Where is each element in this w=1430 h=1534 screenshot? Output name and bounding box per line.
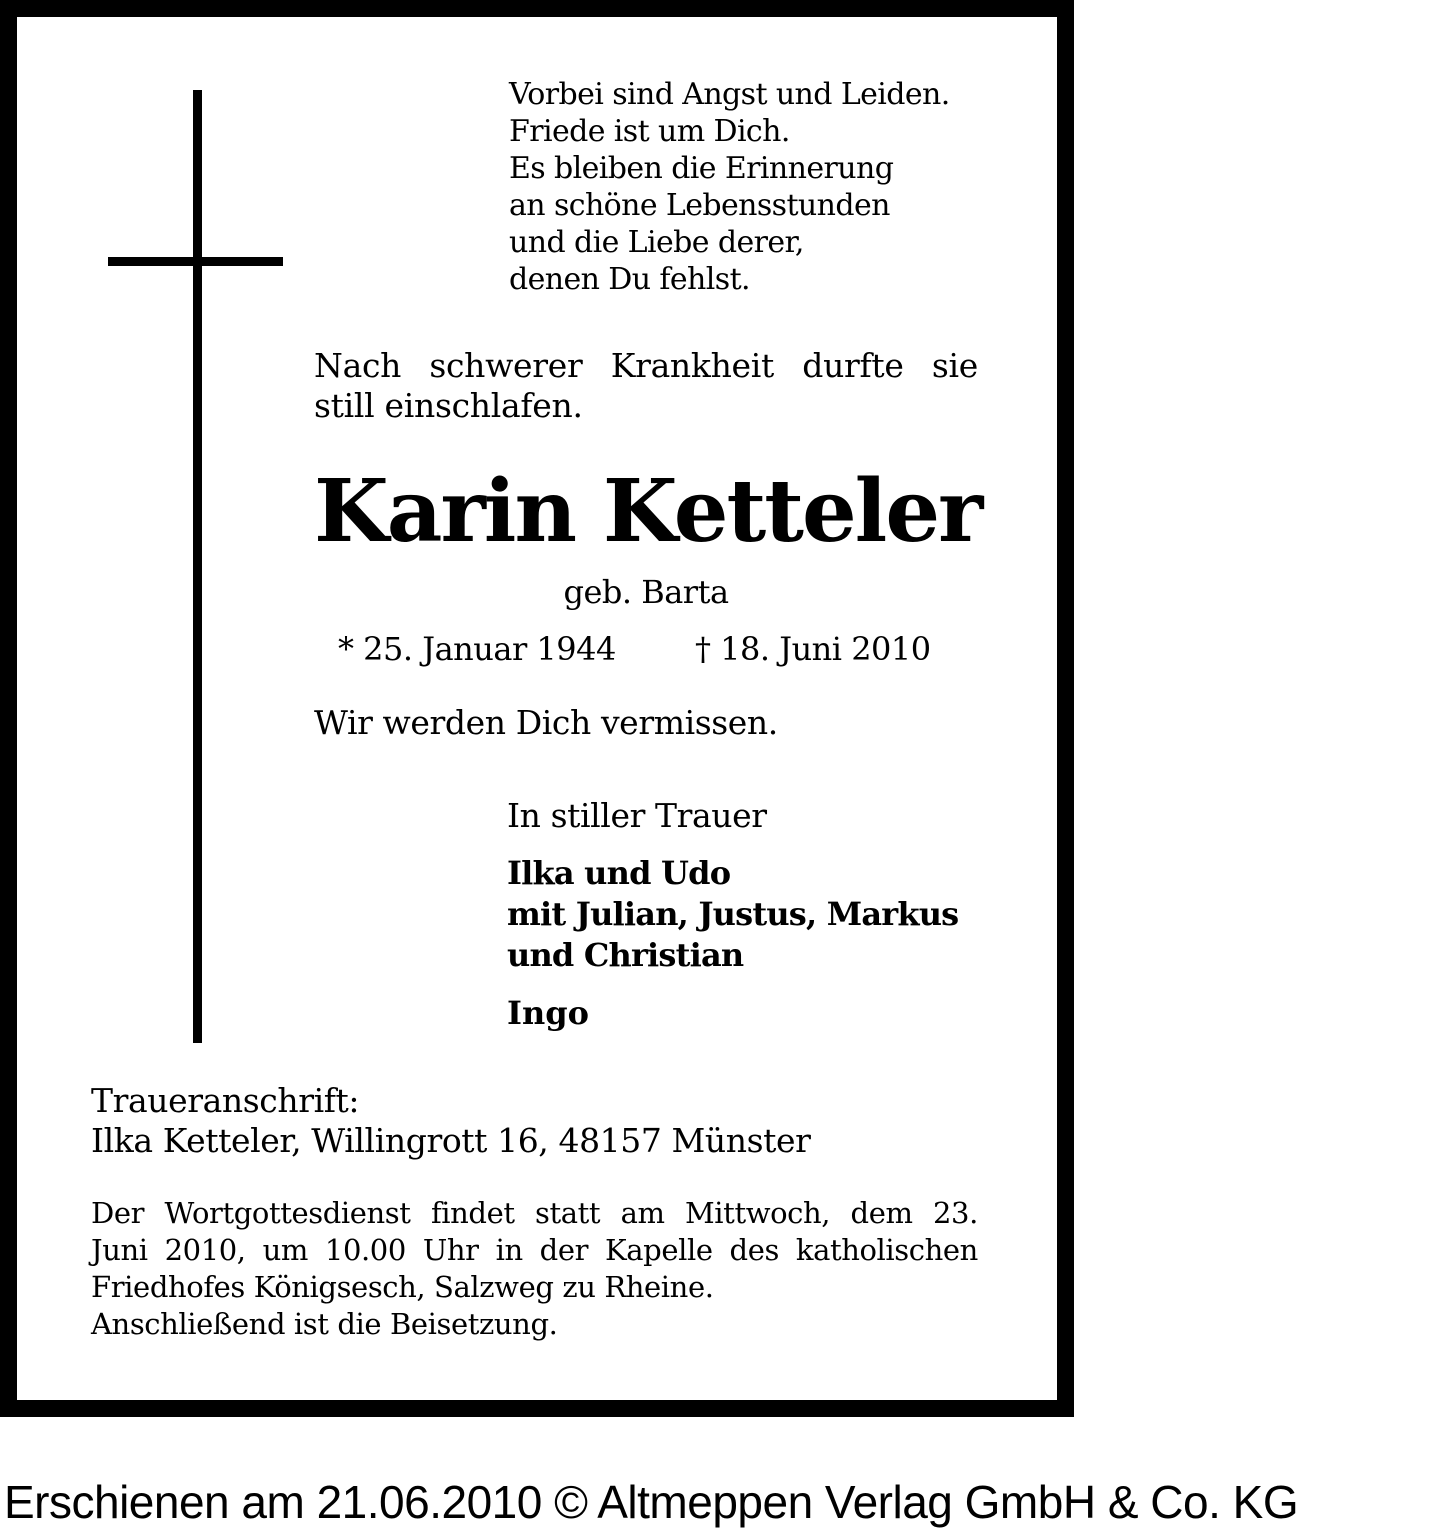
service-word: dem: [850, 1196, 913, 1230]
farewell-text: Wir werden Dich vermissen.: [314, 703, 778, 742]
service-info: [91, 1195, 978, 1343]
service-line: [91, 1195, 978, 1232]
mourner-line: mit Julian, Justus, Markus: [507, 895, 959, 933]
poem-line: und die Liebe derer,: [509, 225, 804, 260]
service-line: [91, 1232, 978, 1269]
intro-line: [314, 346, 978, 386]
intro-word: Krankheit: [610, 346, 774, 385]
service-word: des: [729, 1233, 779, 1267]
cross-icon-vertical-bar: [193, 90, 202, 1043]
poem: [509, 76, 1029, 298]
mourner-line: Ilka und Udo: [507, 854, 731, 892]
mourner-single: Ingo: [507, 994, 589, 1032]
poem-line: an schöne Lebensstunden: [509, 188, 890, 223]
death-date: † 18. Juni 2010: [695, 630, 931, 668]
service-word: am: [620, 1196, 665, 1230]
intro-word: Nach: [314, 346, 402, 385]
poem-line: denen Du fehlst.: [509, 262, 750, 297]
address-label: Traueranschrift:: [91, 1081, 360, 1120]
deceased-name: Karin Ketteler: [314, 461, 982, 562]
service-word: Uhr: [422, 1233, 479, 1267]
service-word: Kapelle: [605, 1233, 713, 1267]
service-word: der: [539, 1233, 589, 1267]
poem-line: Vorbei sind Angst und Leiden.: [509, 77, 950, 112]
birth-date: * 25. Januar 1944: [338, 630, 616, 668]
intro-word: sie: [931, 346, 978, 385]
service-word: Der: [91, 1196, 145, 1230]
mourning-intro: In stiller Trauer: [507, 796, 767, 835]
poem-line: Es bleiben die Erinnerung: [509, 151, 894, 186]
address-value: Ilka Ketteler, Willingrott 16, 48157 Münster: [91, 1121, 811, 1160]
service-word: 23.: [933, 1196, 978, 1230]
service-word: katholischen: [795, 1233, 978, 1267]
intro-word: durfte: [802, 346, 904, 385]
cross-icon-horizontal-bar: [108, 257, 283, 266]
mourner-line: und Christian: [507, 936, 744, 974]
intro-word: schwerer: [429, 346, 583, 385]
poem-line: Friede ist um Dich.: [509, 114, 790, 149]
service-word: Mittwoch,: [685, 1196, 831, 1230]
service-line: Anschließend ist die Beisetzung.: [91, 1307, 558, 1341]
service-word: um: [262, 1233, 308, 1267]
intro-line: still einschlafen.: [314, 386, 583, 425]
service-line: Friedhofes Königsesch, Salzweg zu Rheine.: [91, 1270, 714, 1304]
service-word: 2010,: [164, 1233, 246, 1267]
service-word: findet: [430, 1196, 515, 1230]
service-word: Juni: [91, 1233, 148, 1267]
mourners-list: [507, 853, 1007, 976]
service-word: 10.00: [324, 1233, 406, 1267]
publication-credit: Erschienen am 21.06.2010 © Altmeppen Verlag GmbH & Co. KG: [4, 1476, 1299, 1528]
mourning-address: [91, 1081, 811, 1161]
service-word: Wortgottesdienst: [164, 1196, 411, 1230]
service-word: statt: [535, 1196, 601, 1230]
maiden-name: geb. Barta: [563, 573, 729, 611]
service-word: in: [495, 1233, 523, 1267]
intro-text: [314, 346, 978, 426]
